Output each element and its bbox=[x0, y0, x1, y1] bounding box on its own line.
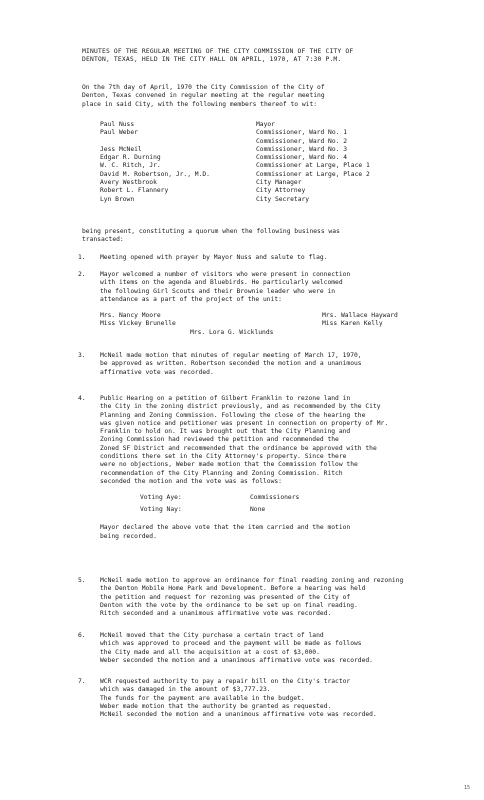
vote-value: None bbox=[250, 506, 266, 514]
member-name: Avery Westbrook bbox=[100, 179, 157, 187]
attendee-name: Miss Vickey Brunelle bbox=[100, 320, 176, 328]
item-line: Weber made motion that the authority be granted as requested. bbox=[100, 702, 332, 710]
quorum-line: transacted: bbox=[82, 236, 124, 244]
member-title: City Secretary bbox=[256, 195, 310, 203]
item-line: McNeil seconded the motion and a unanimous affirmative vote was recorded. bbox=[100, 711, 377, 719]
roster-row bbox=[100, 187, 400, 195]
member-title: Commissioner at Large, Place 2 bbox=[256, 170, 370, 178]
vote-value: Commissioners bbox=[250, 494, 300, 502]
item-line: which was approved to proceed and the payment will be made as follows bbox=[100, 640, 362, 648]
item-line: Zoning Commission had reviewed the petition and recommended the bbox=[100, 436, 339, 444]
vote-row bbox=[140, 494, 420, 506]
item-body bbox=[100, 271, 420, 338]
roster-row bbox=[100, 171, 400, 179]
item-number: 7. bbox=[78, 678, 86, 685]
intro-line: Denton, Texas convened in regular meeting at the regular meeting bbox=[82, 92, 325, 100]
intro-line: On the 7th day of April, 1970 the City Commission of the City of bbox=[82, 84, 325, 91]
vote-declaration bbox=[100, 524, 420, 541]
item-line: McNeil moved that the City purchase a certain tract of land bbox=[100, 632, 324, 639]
attendee-list bbox=[100, 312, 420, 338]
item-line: with items on the agenda and Bluebirds. He particularly welcomed bbox=[100, 279, 343, 287]
item-line: Denton with the vote by the ordinance to be set up on final reading. bbox=[100, 601, 358, 609]
item-line: recommendation of the City Planning and Zoning Commission. Ritch bbox=[100, 469, 343, 477]
item-line: the petition and request for rezoning was presented of the City of bbox=[100, 593, 351, 601]
item-body bbox=[100, 254, 420, 262]
item-line: be approved as written. Robertson seconded the motion and a unanimous bbox=[100, 360, 362, 368]
item-line: Mayor welcomed a number of visitors who were present in connection bbox=[100, 271, 351, 278]
vote-tally bbox=[140, 494, 420, 518]
item-number: 2. bbox=[78, 271, 86, 278]
vote-label: Voting Nay: bbox=[140, 506, 182, 514]
item-body bbox=[100, 632, 420, 665]
roster-row bbox=[100, 146, 400, 154]
member-name: Paul Nuss bbox=[100, 121, 135, 128]
member-title: Commissioner at Large, Place 1 bbox=[256, 162, 370, 170]
member-name: Jess McNeil bbox=[100, 145, 142, 153]
member-name: Lyn Brown bbox=[100, 195, 135, 203]
item-line: affirmative vote was recorded. bbox=[100, 368, 214, 376]
member-name: W. C. Ritch, Jr. bbox=[100, 162, 161, 170]
item-line: was given notice and petitioner was present in connection on property of Mr. bbox=[100, 419, 389, 427]
page-number: 15 bbox=[463, 784, 470, 791]
attendee-name: Mrs. Nancy Moore bbox=[100, 312, 161, 320]
attendee-name: Mrs. Wallace Hayward bbox=[322, 312, 398, 320]
member-title: Commissioner, Ward No. 1 bbox=[256, 129, 347, 137]
document-title bbox=[82, 48, 412, 65]
roster-row bbox=[100, 196, 400, 204]
item-number: 3. bbox=[78, 352, 86, 359]
item-line: the following Girl Scouts and their Brownie leader who were in bbox=[100, 287, 336, 295]
item-line: Meeting opened with prayer by Mayor Nuss and salute to flag. bbox=[100, 254, 328, 261]
member-title: Commissioner, Ward No. 2 bbox=[256, 137, 347, 145]
attendee-name: Miss Karen Kelly bbox=[322, 320, 383, 328]
attendee-name: Mrs. Lora G. Wicklunds bbox=[190, 329, 274, 337]
title-line-2: DENTON, TEXAS, HELD IN THE CITY HALL ON APRIL, 1970, AT 7:30 P.M. bbox=[82, 56, 342, 64]
item-line: Franklin to hold on. It was brought out that the City Planning and bbox=[100, 428, 351, 436]
roster-row bbox=[100, 154, 400, 162]
item-number: 1. bbox=[78, 254, 86, 261]
item-line: which was damaged in the amount of $3,777.23. bbox=[100, 686, 271, 694]
item-line: WCR requested authority to pay a repair bill on the City's tractor bbox=[100, 678, 351, 685]
item-line: McNeil made motion to approve an ordinance for final reading zoning and rezoning bbox=[100, 577, 404, 584]
intro-paragraph bbox=[82, 84, 412, 109]
vote-label: Voting Aye: bbox=[140, 494, 182, 502]
item-line: conditions there set in the City Attorney's property. Since there bbox=[100, 453, 347, 461]
member-name: Edgar R. Durning bbox=[100, 154, 161, 162]
item-number: 4. bbox=[78, 395, 86, 402]
title-line-1: MINUTES OF THE REGULAR MEETING OF THE CITY COMMISSION OF THE CITY OF bbox=[82, 48, 354, 55]
item-line: seconded the motion and the vote was as follows: bbox=[100, 477, 282, 485]
item-line: McNeil made motion that minutes of regular meeting of March 17, 1970, bbox=[100, 352, 362, 359]
roster-row bbox=[100, 129, 400, 137]
item-line: Mayor declared the above vote that the item carried and the motion bbox=[100, 524, 351, 532]
item-line: being recorded. bbox=[100, 532, 157, 540]
item-body bbox=[100, 352, 420, 377]
vote-row bbox=[140, 506, 420, 518]
roster-row bbox=[100, 162, 400, 170]
item-line: Planning and Zoning Commission. Following the close of the hearing the bbox=[100, 411, 366, 419]
roster-row bbox=[100, 138, 400, 146]
item-body bbox=[100, 395, 420, 541]
member-title: City Manager bbox=[256, 179, 302, 187]
item-number: 5. bbox=[78, 577, 86, 584]
item-line: the City made and all the acquisition at a cost of $3,000. bbox=[100, 648, 320, 656]
item-line: The funds for the payment are available in the budget. bbox=[100, 694, 305, 702]
item-number: 6. bbox=[78, 632, 86, 639]
member-title: Commissioner, Ward No. 4 bbox=[256, 154, 347, 162]
member-title: Mayor bbox=[256, 121, 275, 128]
roster-row bbox=[100, 179, 400, 187]
item-line: the City in the zoning district previously, and as recommended by the City bbox=[100, 403, 381, 411]
item-line: the Denton Mobile Home Park and Development. Before a hearing was held bbox=[100, 585, 366, 593]
item-line: Ritch seconded and a unanimous affirmative vote was recorded. bbox=[100, 610, 332, 618]
item-line: Weber seconded the motion and a unanimous affirmative vote was recorded. bbox=[100, 656, 373, 664]
roster-row bbox=[100, 121, 400, 129]
item-line: Public Hearing on a petition of Gilbert Franklin to rezone land in bbox=[100, 395, 351, 402]
intro-line: place in said City, with the following members thereof to wit: bbox=[82, 100, 318, 108]
member-name bbox=[100, 138, 256, 146]
item-line: attendance as a part of the project of the unit: bbox=[100, 295, 282, 303]
member-name: Paul Weber bbox=[100, 129, 138, 137]
item-body bbox=[100, 678, 420, 719]
member-title: City Attorney bbox=[256, 187, 306, 195]
item-line: Zoned SF District and recommended that the ordinance be approved with the bbox=[100, 444, 377, 452]
member-title: Commissioner, Ward No. 3 bbox=[256, 145, 347, 153]
quorum-paragraph bbox=[82, 228, 412, 245]
member-name: David M. Robertson, Jr., M.D. bbox=[100, 170, 210, 178]
item-line: were no objections, Weber made motion that the Commission follow the bbox=[100, 461, 358, 469]
quorum-line: being present, constituting a quorum when the following business was bbox=[82, 228, 340, 235]
members-roster bbox=[100, 121, 400, 204]
item-body bbox=[100, 577, 420, 618]
member-name: Robert L. Flannery bbox=[100, 187, 169, 195]
